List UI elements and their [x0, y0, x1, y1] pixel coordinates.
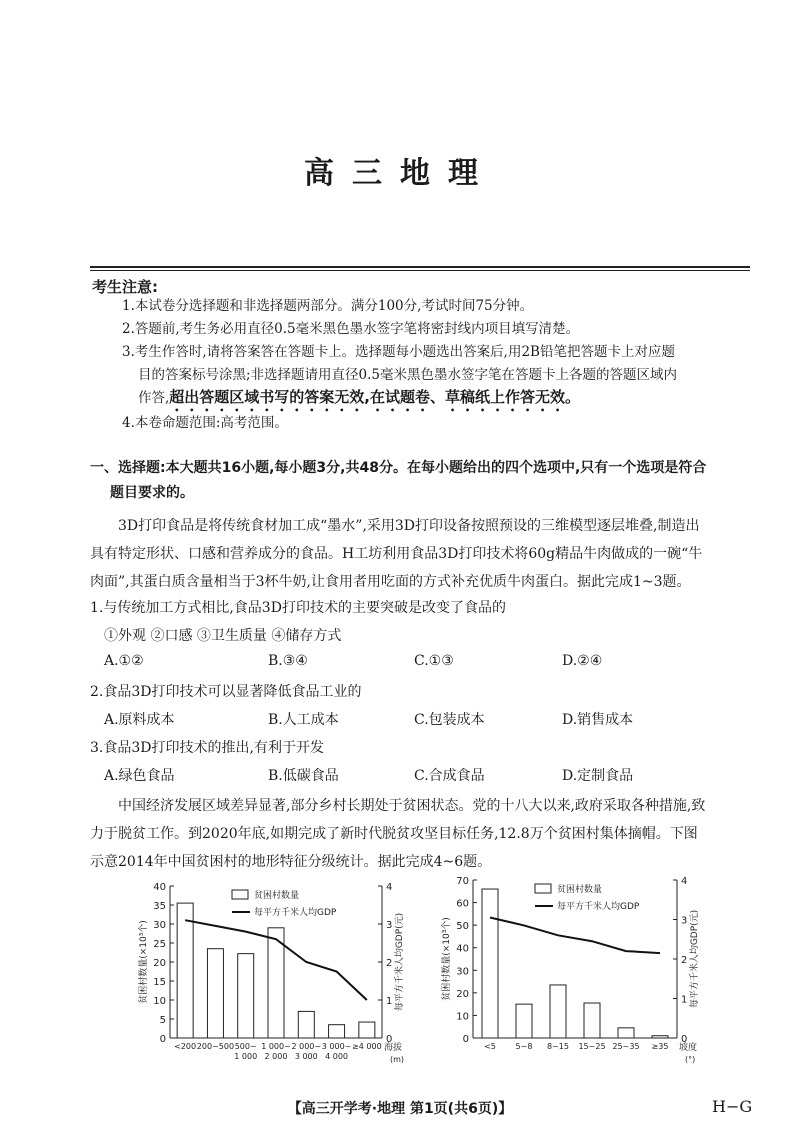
x-tick-label: 2 000~ — [291, 1042, 322, 1051]
y-tick-label: 30 — [153, 920, 166, 931]
bar — [238, 954, 254, 1038]
question-3-option-b: B.低碳食品 — [268, 768, 339, 784]
x-tick-label: 500~ — [234, 1042, 257, 1051]
x-tick-label: <200 — [174, 1042, 197, 1051]
passage1-line3: 肉面”,其蛋白质含量相当于3杯牛奶,让食用者用吃面的方式补充优质牛肉蛋白。据此完成1~3题。 — [90, 574, 691, 590]
elevation-chart — [120, 870, 420, 1075]
question-2-option-b: B.人工成本 — [268, 712, 339, 728]
passage1-line1: 3D打印食品是将传统食材加工成“墨水”,采用3D打印设备按照预设的三维模型逐层堆叠,制造出 — [118, 518, 700, 534]
bar — [584, 1003, 600, 1038]
notice-item-3-cont: 目的答案标号涂黑;非选择题请用直径0.5毫米黑色墨水签字笔在答题卡上各题的答题区域内 — [138, 367, 678, 383]
y2-tick-label: 3 — [681, 915, 688, 927]
paper-code: H−G — [712, 1097, 753, 1116]
x-axis-label: 坡度 — [679, 1043, 698, 1053]
question-2-option-a: A.原料成本 — [104, 712, 175, 728]
bar — [298, 1011, 314, 1038]
y2-tick-label: 1 — [386, 996, 393, 1007]
y-tick-label: 10 — [153, 996, 166, 1007]
x-tick-label: 4 000 — [325, 1052, 349, 1061]
y2-axis-label: 每平方千米人均GDP(元) — [395, 912, 405, 1012]
x-axis-unit: (m) — [390, 1055, 405, 1064]
y-tick-label: 0 — [159, 1034, 166, 1045]
x-tick-label: 1 000 — [234, 1052, 258, 1061]
notice-item-3-tail: 作答, — [138, 390, 170, 406]
y-tick-label: 10 — [456, 1011, 469, 1023]
x-tick-label: 5~8 — [515, 1042, 533, 1051]
bar — [550, 985, 566, 1038]
y-tick-label: 35 — [153, 901, 166, 912]
y-tick-label: 25 — [153, 939, 166, 950]
question-2-option-c: C.包装成本 — [414, 712, 485, 728]
question-3-option-a: A.绿色食品 — [104, 768, 175, 784]
legend-line-label: 每平方千米人均GDP — [254, 908, 337, 918]
x-tick-label: 15~25 — [578, 1042, 606, 1051]
question-1-option-c: C.①③ — [414, 653, 454, 669]
x-axis-label: 海拔 — [384, 1043, 403, 1053]
y2-tick-label: 0 — [386, 1034, 393, 1045]
section-heading-cont: 题目要求的。 — [110, 485, 194, 501]
legend-bar-swatch — [232, 890, 248, 899]
y-tick-label: 40 — [153, 882, 166, 893]
y-tick-label: 20 — [456, 988, 469, 1000]
notice-item-3: 3.考生作答时,请将答案答在答题卡上。选择题每小题选出答案后,用2B铅笔把答题卡上对应题 — [122, 344, 675, 360]
question-2-option-d: D.销售成本 — [562, 712, 634, 728]
x-tick-label: 1 000~ — [261, 1042, 291, 1051]
notice-item-2: 2.答题前,考生务必用直径0.5毫米黑色墨水签字笔将密封线内项目填写清楚。 — [122, 321, 580, 337]
y2-axis-label: 每平方千米人均GDP(元) — [690, 909, 700, 1009]
bar — [207, 949, 223, 1038]
y2-tick-label: 3 — [386, 920, 393, 931]
bar — [618, 1028, 634, 1038]
y2-tick-label: 1 — [681, 994, 688, 1006]
x-tick-label: <5 — [484, 1042, 496, 1051]
y2-tick-label: 4 — [386, 882, 393, 893]
x-tick-label: ≥4 000 — [352, 1042, 382, 1051]
notice-heading: 考生注意: — [92, 278, 158, 296]
question-1-stem: 1.与传统加工方式相比,食品3D打印技术的主要突破是改变了食品的 — [90, 600, 506, 616]
legend-line-label: 每平方千米人均GDP — [557, 902, 640, 912]
bar — [359, 1022, 375, 1038]
page-title: 高三地理 — [304, 156, 496, 191]
passage2-line2: 力于脱贫工作。到2020年底,如期完成了新时代脱贫攻坚目标任务,12.8万个贫困村集体摘帽。下图 — [90, 826, 698, 842]
page-footer: 【高三开学考·地理 第1页(共6页)】 — [287, 1101, 513, 1117]
question-1-option-d: D.②④ — [562, 653, 603, 669]
y2-tick-label: 2 — [386, 958, 393, 969]
header-rule-thin — [90, 270, 750, 271]
question-2-stem: 2.食品3D打印技术可以显著降低食品工业的 — [90, 684, 362, 700]
y-axis-label: 贫困村数量(×10³个) — [442, 917, 452, 1001]
y-tick-label: 70 — [456, 876, 469, 887]
x-tick-label: 3 000 — [294, 1052, 318, 1061]
legend-bar-swatch — [535, 884, 551, 893]
legend-bar-label: 贫困村数量 — [557, 885, 603, 895]
notice-item-3-end — [138, 386, 748, 415]
y2-tick-label: 4 — [681, 876, 688, 887]
y-tick-label: 40 — [456, 943, 469, 955]
x-tick-label: 2 000 — [264, 1052, 288, 1061]
passage2-line3: 示意2014年中国贫困村的地形特征分级统计。据此完成4~6题。 — [90, 854, 492, 870]
bar — [482, 889, 498, 1038]
notice-emphasis: 超出答题区域书写的答案无效,在试题卷、草稿纸上作答无效。 — [169, 388, 580, 406]
y-tick-label: 0 — [462, 1034, 469, 1045]
legend-bar-label: 贫困村数量 — [254, 891, 300, 901]
bar — [516, 1004, 532, 1038]
y-tick-label: 50 — [456, 921, 469, 933]
bar — [652, 1036, 668, 1038]
passage1-line2: 具有特定形状、口感和营养成分的食品。H工坊利用食品3D打印技术将60g精品牛肉做成的一碗“牛 — [90, 546, 703, 562]
bar — [177, 903, 193, 1038]
y-tick-label: 30 — [456, 966, 469, 978]
gdp-line — [490, 918, 660, 954]
x-tick-label: 200~500 — [196, 1042, 235, 1051]
question-1-option-b: B.③④ — [268, 653, 308, 669]
x-tick-label: ≥35 — [651, 1042, 669, 1051]
section-heading: 一、选择题:本大题共16小题,每小题3分,共48分。在每小题给出的四个选项中,只有一个选项是符合 — [90, 460, 707, 476]
x-axis-unit: (°) — [685, 1055, 696, 1064]
x-tick-label: 25~35 — [612, 1042, 640, 1051]
y-tick-label: 20 — [153, 958, 166, 969]
y-axis-label: 贫困村数量(×10³个) — [139, 920, 149, 1004]
y-tick-label: 60 — [456, 898, 469, 910]
question-1-sub: ①外观 ②口感 ③卫生质量 ④储存方式 — [104, 628, 342, 644]
question-1-option-a: A.①② — [104, 653, 144, 669]
bar — [329, 1025, 345, 1038]
notice-item-4: 4.本卷命题范围:高考范围。 — [122, 415, 288, 431]
x-tick-label: 8~15 — [547, 1042, 569, 1051]
y-tick-label: 5 — [159, 1015, 166, 1026]
y2-tick-label: 0 — [681, 1034, 688, 1045]
question-3-stem: 3.食品3D打印技术的推出,有利于开发 — [90, 740, 324, 756]
notice-item-1: 1.本试卷分选择题和非选择题两部分。满分100分,考试时间75分钟。 — [122, 298, 534, 314]
slope-chart — [425, 870, 715, 1075]
x-tick-label: 3 000~ — [321, 1042, 352, 1051]
y-tick-label: 15 — [153, 977, 166, 988]
question-3-option-c: C.合成食品 — [414, 768, 485, 784]
y2-tick-label: 2 — [681, 955, 688, 966]
passage2-line1: 中国经济发展区域差异显著,部分乡村长期处于贫困状态。党的十八大以来,政府采取各种措施,致 — [118, 798, 706, 814]
header-rule — [90, 266, 750, 268]
question-3-option-d: D.定制食品 — [562, 768, 634, 784]
